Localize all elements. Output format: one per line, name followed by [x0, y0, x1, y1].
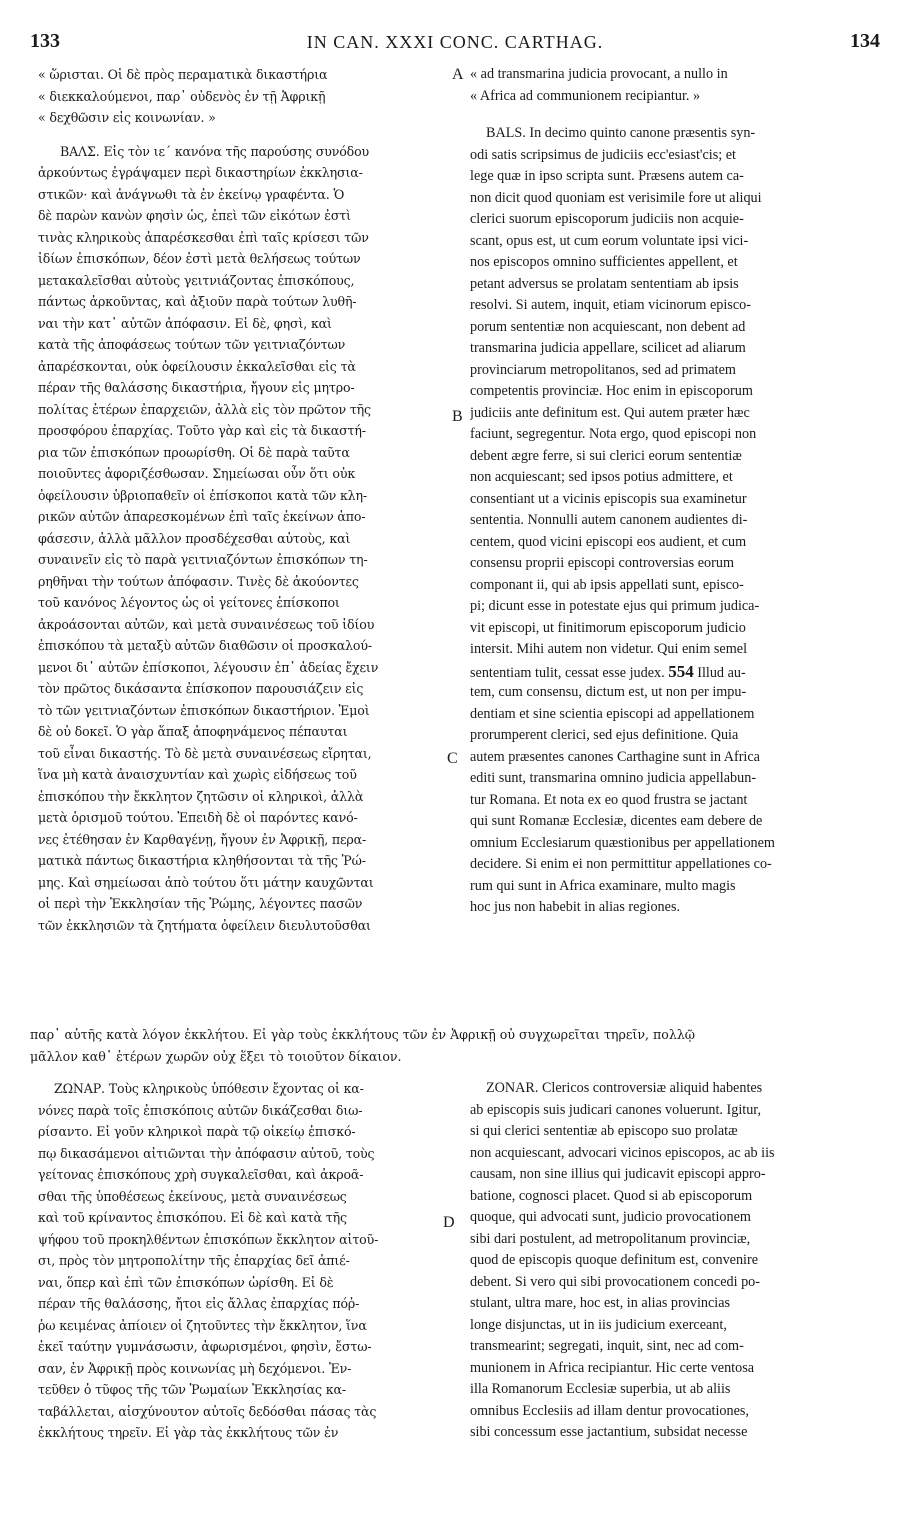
- running-header: [30, 30, 880, 56]
- latin-zonar-line: ab episcopis suis judicari canones voluerunt. Igitur,: [470, 1101, 761, 1118]
- greek-bals-line: ματικὰ πάντως δικαστήρια κληθήσονται τὰ τῆς Ῥώ-: [38, 853, 366, 868]
- greek-bals-line: ἵνα μὴ κατὰ ἀναισχυντίαν καὶ χωρὶς εἰδήσεως τοῦ: [38, 767, 357, 782]
- greek-column: [38, 64, 458, 936]
- greek-bals-line: συναινεῖν εἰς τὸ παρὰ γειτνιαζόντων ἐπισκόπων τη-: [38, 552, 368, 567]
- greek-zonar-line: τεῦθεν ὁ τῦφος τῆς τῶν Ῥωμαίων Ἐκκλησίας κα-: [38, 1382, 346, 1397]
- margin-marker-c: C: [447, 750, 458, 767]
- greek-zonar-line: ταβάλλεται, αἰσχύνουτον αὐτοῖς δεδόσθαι πάσας τὰς: [38, 1403, 377, 1419]
- latin-bals-line: consentiant ut a vicinis episcopis sua examinetur: [470, 490, 747, 507]
- latin-bals-line: centem, quod vicini episcopi eos audient, et cum: [470, 533, 747, 550]
- latin-zonar-line: omnibus Ecclesiis ad illam dentur provocationes,: [470, 1402, 749, 1419]
- latin-bals-line: componant ii, qui ab ipsis appellati sunt, episco-: [470, 576, 744, 593]
- latin-bals-line: sententia. Nonnulli autem canonem audientes di-: [470, 512, 748, 528]
- page-number-left: 133: [30, 30, 60, 52]
- greek-zonar-line: ῥω κειμένας ἀπίοιεν οἱ ζητοῦντες τὴν ἔκκλητον, ἵνα: [38, 1317, 367, 1333]
- greek-bals-line: τοῦ εἶναι δικαστής. Τὸ δὲ μετὰ συναινέσεως εἴρηται,: [38, 745, 372, 761]
- greek-canon-line: « ὥρισται. Οἱ δὲ πρὸς περαματικὰ δικαστήρια: [38, 67, 328, 82]
- latin-bals-line: decidere. Si enim ei non permittitur appellationes co-: [470, 856, 772, 872]
- greek-bals-line: τοῦ κανόνος λέγοντος ὡς οἱ γείτονες ἐπίσκοποι: [38, 595, 340, 610]
- latin-bals-line: transmarina judicia appellare, scilicet ad aliarum: [470, 340, 746, 356]
- greek-bals-line: πολίτας ἑτέρων ἐπαρχειῶν, ἀλλὰ εἰς τὸν πρῶτον τῆς: [38, 401, 371, 417]
- greek-bals-line: ἐπισκόπου τὴν ἔκκλητον ζητῶσιν οἱ κληρικοὶ, ἀλλὰ: [38, 788, 364, 804]
- greek-zonar-line: καὶ τοῦ κρίναντος ἐπισκόπου. Εἰ δὲ καὶ κατὰ τῆς: [38, 1210, 347, 1225]
- latin-zonar-line: si qui clerici sententiæ ab episcopo suo prolatæ: [470, 1123, 738, 1139]
- latin-bals-line: scant, opus est, ut cum eorum voluntate ipsi vici-: [470, 232, 749, 249]
- paragraph-gap: [38, 129, 458, 141]
- latin-bals-line: tur Romana. Et nota ex eo quod frustra se jactant: [470, 791, 748, 808]
- latin-zonar-line: batione, cognosci placet. Quod si ab episcoporum: [470, 1187, 753, 1204]
- greek-zonar-line: πῳ δικασάμενοι αἰτιῶνται τὴν ἀπόφασιν αὐτοῦ, τοὺς: [38, 1145, 375, 1161]
- latin-zonar-line: sibi concessum esse jactantium, subsidat necesse: [470, 1424, 748, 1440]
- running-title: IN CAN. XXXI CONC. CARTHAG.: [306, 32, 604, 52]
- latin-bals-line: omnium Ecclesiarum quæstionibus per appellationem: [470, 834, 775, 851]
- latin-bals-line: porum sententiæ non acquiescant, non debent ad: [470, 318, 746, 335]
- greek-bals-line: δὲ παρὼν κανὼν φησὶν ὡς, ἐπεὶ τῶν εἰκότων ἐστὶ: [38, 208, 351, 223]
- greek-bals-line: ρηθῆναι τὴν τούτων ἀπόφασιν. Τινὲς δὲ ἀκούοντες: [38, 573, 359, 589]
- latin-bals-line: judiciis ante definitum est. Qui autem præter hæc: [470, 404, 750, 421]
- margin-marker-a: A: [452, 66, 464, 83]
- latin-canon-line: « ad transmarina judicia provocant, a nullo in: [470, 66, 728, 82]
- greek-zonar-line: νόνες παρὰ τοῖς ἐπισκόποις αὐτῶν δικάζεσθαι διω-: [38, 1102, 363, 1118]
- greek-bals-line: πάντως ἀρκοῦντας, καὶ ἀξιοῦν παρὰ τούτων λυθῆ-: [38, 294, 357, 309]
- margin-marker-d: D: [443, 1214, 455, 1231]
- latin-zonar-line: causam, non sine illius qui judicavit episcopi appro-: [470, 1166, 766, 1182]
- greek-bals-line: κατὰ τῆς ἀποφάσεως τούτων τῶν γειτνιαζόντων: [38, 337, 346, 352]
- latin-bals-line: provinciarum metropolitanos, sed ad primatem: [470, 361, 736, 378]
- greek-zonar-column: [38, 1078, 458, 1444]
- greek-bals-line: ἐπισκόπου τὰ μεταξὺ αὐτῶν διαθῶσιν οἱ προσκαλού-: [38, 638, 372, 653]
- greek-zonar-line: ψήφου τοῦ προκηλθέντων ἐπισκόπων ἔκκλητον αἰτοῦ-: [38, 1231, 379, 1247]
- latin-canon-line: « Africa ad communionem recipiantur. »: [470, 87, 701, 104]
- margin-marker-b: B: [452, 408, 463, 425]
- latin-zonar-line: longe disjunctas, ut in iis judicium exerceant,: [470, 1316, 727, 1333]
- greek-bals-line: ἰδίων ἐπισκόπων, δέον ἐστὶ μετὰ θελήσεως τούτων: [38, 251, 361, 266]
- latin-line-fragment: Illud au-: [693, 664, 746, 681]
- latin-bals-line: petant adversus se prolatam sententiam ab ipsis: [470, 275, 739, 292]
- latin-zonar-line: quoque, qui advocati sunt, judicio provocationem: [470, 1209, 751, 1225]
- paragraph-gap: [470, 107, 880, 123]
- greek-bals-line: μης. Καὶ σημείωσαι ἀπὸ τούτου ὅτι μάτην καυχῶνται: [38, 874, 374, 890]
- greek-bals-line: ἀπαρέσκονται, οὐκ ὀφείλουσιν ἐκκαλεῖσθαι εἰς τὰ: [38, 358, 356, 374]
- latin-bals-line: non dicit quod quoniam est verisimile fore ut aliqui: [470, 189, 762, 206]
- greek-zonar-line: ναι, ὅπερ καὶ ἐπὶ τῶν ἐπισκόπων ὡρίσθη. Εἰ δὲ: [38, 1274, 334, 1290]
- latin-bals-line: clerici suorum episcoporum judiciis non acquie-: [470, 211, 744, 227]
- greek-bals-line: ΒΑΛΣ. Εἰς τὸν ιε΄ κανόνα τῆς παρούσης συνόδου: [60, 143, 370, 159]
- greek-bals-line: πέραν τῆς θαλάσσης δικαστήρια, ἤγουν εἰς μητρο-: [38, 380, 355, 395]
- greek-bals-line: ἀκροάσονται αὐτῶν, καὶ μετὰ συναινέσεως τοῦ ἰδίου: [38, 616, 375, 632]
- greek-bals-line: ναι τὴν κατ᾽ αὐτῶν ἀπόφασιν. Εἰ δὲ, φησὶ, καὶ: [38, 315, 332, 331]
- latin-zonar-line: ZONAR. Clericos controversiæ aliquid habentes: [486, 1080, 763, 1096]
- latin-column: [470, 64, 880, 919]
- greek-zonar-line: σαν, ἐν Ἀφρικῇ πρὸς κοινωνίας μὴ δεχόμενοι. Ἐν-: [38, 1360, 352, 1376]
- latin-zonar-line: sibi dari postulent, ad metropolitanum provinciæ,: [470, 1230, 751, 1247]
- latin-zonar-line: stulant, ultra mare, hoc est, in alias provincias: [470, 1295, 731, 1311]
- greek-bals-line: μενοι δι᾽ αὐτῶν ἐπίσκοποι, λέγουσιν ἐπ᾽ ἀδείας ἔχειν: [38, 659, 379, 675]
- latin-bals-line: hoc jus non habebit in alias regiones.: [470, 899, 681, 915]
- greek-zonar-line: ἐκκλήτους τηρεῖν. Εἰ γὰρ τὰς ἐκκλήτους τῶν ἐν: [38, 1425, 339, 1440]
- greek-bals-line: μετὰ ὁρισμοῦ τούτου. Ἐπειδὴ δὲ οἱ παρόντες κανό-: [38, 810, 358, 825]
- greek-bals-line: ρια τῶν ἐπισκόπων προωρίσθη. Οἱ δὲ παρὰ ταῦτα: [38, 444, 350, 460]
- greek-bals-line: ρικῶν αὐτῶν ἀπαρεσκομένων ἐπὶ ταῖς ἐκείνων ἀπο-: [38, 509, 366, 524]
- latin-zonar-line: munionem in Africa recipiantur. Hic certe ventosa: [470, 1359, 755, 1376]
- greek-bals-line: οἱ περὶ τὴν Ἐκκλησίαν τῆς Ῥώμης, λέγοντες πασῶν: [38, 896, 363, 911]
- greek-zonar-line: πέραν τῆς θαλάσσης, ἤτοι εἰς ἄλλας ἐπαρχίας πόῤ-: [38, 1296, 360, 1311]
- latin-zonar-column: [470, 1078, 880, 1444]
- greek-zonar-line: σθαι τῆς ὑποθέσεως ἐκείνους, μετὰ συναινέσεως: [38, 1188, 347, 1204]
- latin-bals-line: lege quæ in ipso scripta sunt. Præsens autem ca-: [470, 168, 744, 184]
- latin-bals-line: [470, 661, 880, 683]
- greek-bals-line: φάσεσιν, ἀλλὰ μᾶλλον προσδέχεσθαι αὐτοὺς, καὶ: [38, 530, 351, 546]
- latin-bals-line: BALS. In decimo quinto canone præsentis syn-: [486, 125, 756, 141]
- greek-canon-line: « διεκκαλούμενοι, παρ᾽ οὐδενὸς ἐν τῇ Ἀφρικῇ: [38, 88, 326, 104]
- latin-zonar-line: non acquiescant, advocari vicinos episcopos, ac ab iis: [470, 1144, 775, 1161]
- greek-bals-line: τὸ τῶν γειτνιαζόντων ἐπισκόπων δικαστήριον. Ἐμοὶ: [38, 702, 370, 718]
- greek-bals-line: τῶν ἐκκλησιῶν τὰ ζητήματα ὀφείλειν διευλυτοῦσθαι: [38, 917, 371, 933]
- greek-zonar-line: ΖΩΝΑΡ. Τοὺς κληρικοὺς ὑπόθεσιν ἔχοντας οἱ κα-: [54, 1081, 364, 1096]
- greek-zonar-line: ρίσαντο. Εἰ γοῦν κληρικοὶ παρὰ τῷ οἰκείῳ ἐπισκό-: [38, 1124, 356, 1139]
- column-page-number: 554: [668, 661, 694, 681]
- greek-zonar-line: γείτονας ἐπισκόπους χρὴ συγκαλεῖσθαι, καὶ ἀκροᾶ-: [38, 1167, 364, 1182]
- latin-bals-line: rum qui sunt in Africa examinare, multo magis: [470, 877, 736, 894]
- greek-bals-line: ἀρκούντως ἐγράψαμεν περὶ δικαστηρίων ἐκκλησια-: [38, 165, 363, 180]
- latin-bals-line: resolvi. Si autem, inquit, etiam vicinorum episco-: [470, 297, 751, 313]
- latin-bals-line: odi satis scripsimus de judiciis ecc'esiast'cis; et: [470, 146, 736, 163]
- latin-zonar-line: quod de episcopis quoque definitum est, convenire: [470, 1252, 759, 1268]
- latin-bals-line: prorumperent clerici, sed ejus definitione. Quia: [470, 727, 739, 743]
- latin-zonar-line: debent. Si vero qui sibi provocationem concedi po-: [470, 1273, 760, 1290]
- latin-bals-line: consensu proprii episcopi controversias eorum: [470, 555, 734, 571]
- greek-full-line-1: παρ᾽ αὐτῆς κατὰ λόγον ἐκκλήτου. Εἰ γὰρ τοὺς ἐκκλήτους τῶν ἐν Ἀφρικῇ οὐ συγχωρεῖται τηρεῖν, πολλῷ: [30, 1027, 696, 1042]
- latin-bals-line: debent ægre ferre, si sui clerici eorum sententiæ: [470, 447, 742, 464]
- greek-bals-line: ὀφείλουσιν ὑβριοπαθεῖν οἱ ἐπίσκοποι κατὰ τῶν κλη-: [38, 487, 368, 503]
- page-number-right: 134: [850, 30, 880, 52]
- latin-line-fragment: sententiam tulit, cessat esse judex.: [470, 664, 669, 681]
- greek-zonar-line: ἐκεῖ ταύτην γυμνάσωσιν, ἀφωρισμένοι, φησὶν, ἔστω-: [38, 1339, 372, 1354]
- greek-bals-line: τινὰς κληρικοὺς ἀπαρέσκεσθαι ἐπὶ ταῖς κρίσεσι τῶν: [38, 229, 369, 245]
- latin-bals-line: qui sunt Romanæ Ecclesiæ, dicentes eam debere de: [470, 813, 763, 829]
- latin-bals-line: faciunt, segregentur. Nota ergo, quod episcopi non: [470, 426, 757, 442]
- latin-bals-line: pi; dicunt esse in potestate ejus qui primum judica-: [470, 598, 760, 614]
- latin-zonar-line: illa Romanorum Ecclesiæ superbia, ut ab aliis: [470, 1381, 731, 1397]
- latin-bals-line: nos episcopos omnino sufficientes appellent, et: [470, 254, 738, 270]
- latin-bals-line: autem præsentes canones Carthagine sunt in Africa: [470, 748, 760, 765]
- greek-bals-line: νες ἐτέθησαν ἐν Καρθαγένῃ, ἤγουν ἐν Ἀφρικῇ, περα-: [38, 831, 367, 847]
- latin-bals-line: non acquiescant; sed ipsos potius admittere, et: [470, 469, 733, 485]
- greek-bals-line: μετακαλεῖσθαι αὐτοὺς γειτνιάζοντας ἐπισκόπους,: [38, 272, 355, 288]
- greek-bals-line: στικῶν· καὶ ἀνάγνωθι τὰ ἐν ἐκείνῳ γραφέντα. Ὁ: [38, 186, 345, 202]
- greek-canon-line: « δεχθῶσιν εἰς κοινωνίαν. »: [38, 110, 216, 125]
- latin-bals-line: tem, cum consensu, dictum est, ut non per impu-: [470, 684, 747, 700]
- latin-bals-line: competentis provinciæ. Hoc enim in episcoporum: [470, 383, 753, 399]
- greek-zonar-line: σι, πρὸς τὸν μητροπολίτην τῆς ἐπαρχίας δεῖ ἀπιέ-: [38, 1253, 350, 1268]
- latin-bals-line: dentiam et sine scientia episcopi ad appellationem: [470, 705, 755, 722]
- latin-bals-line: intersit. Mihi autem non videtur. Qui enim semel: [470, 641, 748, 657]
- latin-zonar-line: transmearint; segregati, inquit, sint, nec ad com-: [470, 1338, 744, 1354]
- greek-bals-line: ποιοῦντες ἀφοριζέσθωσαν. Σημείωσαι οὖν ὅτι οὐκ: [38, 466, 356, 481]
- greek-bals-line: προσφόρου ἐπαρχίας. Τοῦτο γὰρ καὶ εἰς τὰ δικαστή-: [38, 423, 366, 438]
- greek-full-line-2: μᾶλλον καθ᾽ ἑτέρων χωρῶν οὐχ ἕξει τὸ τοιοῦτον δίκαιον.: [30, 1049, 402, 1064]
- greek-bals-line: δὲ οὐ δοκεῖ. Ὁ γὰρ ἅπαξ ἀποφηνάμενος πέπαυται: [38, 724, 348, 739]
- latin-bals-line: vit episcopi, ut finitimorum episcoporum judicio: [470, 619, 746, 636]
- greek-bals-line: τὸν πρῶτος δικάσαντα ἐπίσκοπον παρουσιάζειν εἰς: [38, 681, 364, 696]
- latin-bals-line: editi sunt, transmarina omnino judicia appellabun-: [470, 770, 757, 786]
